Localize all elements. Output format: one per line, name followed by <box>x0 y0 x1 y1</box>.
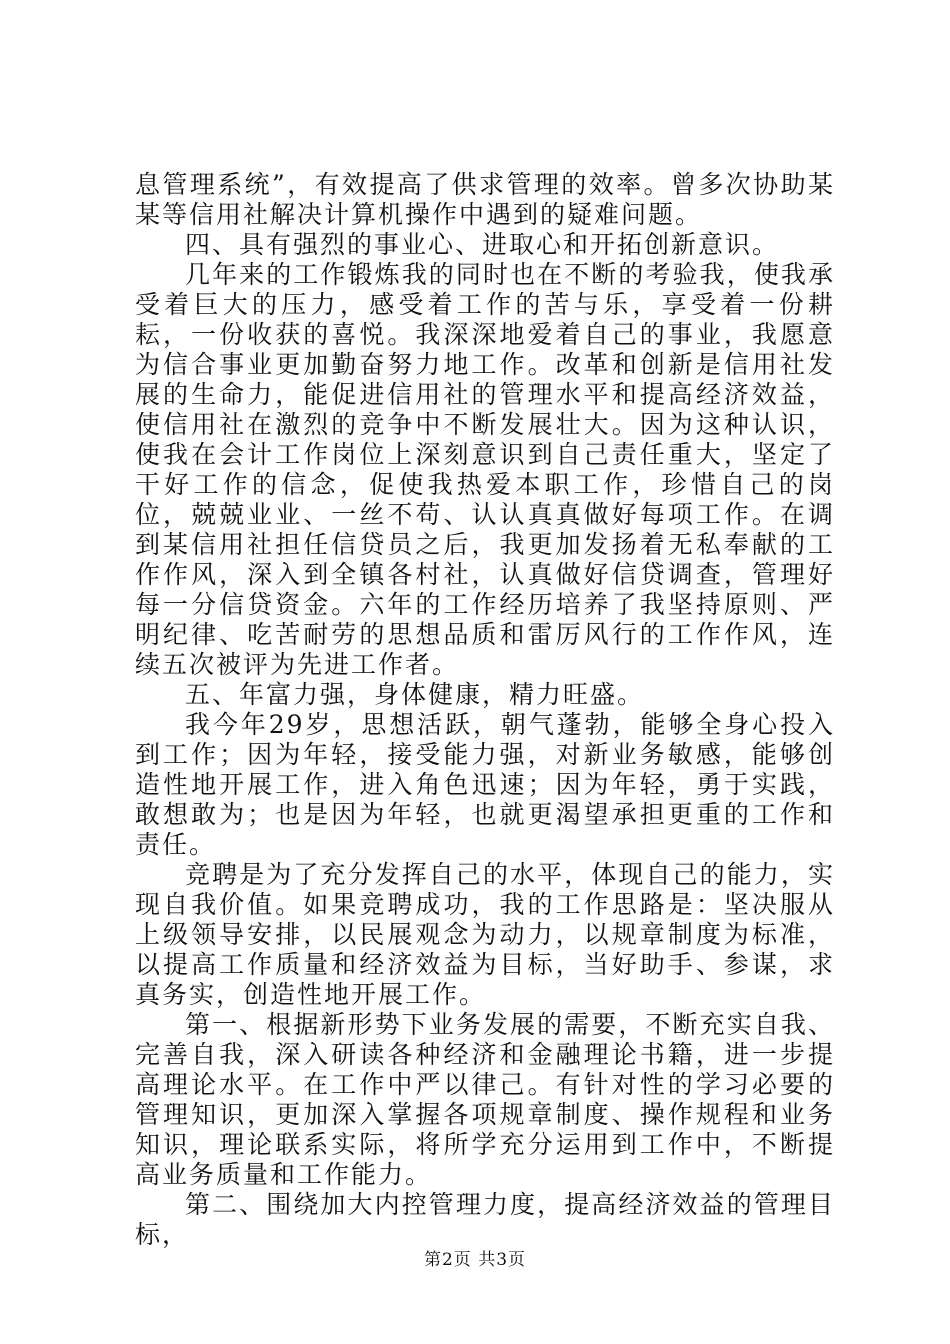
paragraph-heading-five: 五、年富力强，身体健康，精力旺盛。 <box>185 680 645 709</box>
paragraph-first-point: 第一、根据新形势下业务发展的需要，不断充实自我、完善自我，深入研读各种经济和金融理论书籍，进一步提高理论水平。在工作中严以律己。有针对性的学习必要的管理知识，更加深入掌握各项规章制度、操作规程和业务知识，理论联系实际，将所学充分运用到工作中，不断提高业务质量和工作能力。 <box>135 1010 835 1189</box>
paragraph-age: 我今年29岁，思想活跃，朝气蓬勃，能够全身心投入到工作；因为年轻，接受能力强，对新业务敏感，能够创造性地开展工作，进入角色迅速；因为年轻，勇于实践，敢想敢为；也是因为年轻，也就更渴望承担更重的工作和责任。 <box>135 710 835 859</box>
document-body <box>135 170 835 1250</box>
paragraph-competition: 竞聘是为了充分发挥自己的水平，体现自己的能力，实现自我价值。如果竞聘成功，我的工作思路是：坚决服从上级领导安排，以民展观念为动力，以规章制度为标准，以提高工作质量和经济效益为目标，当好助手、参谋，求真务实，创造性地开展工作。 <box>135 860 835 1009</box>
paragraph-continuation: 息管理系统”，有效提高了供求管理的效率。曾多次协助某某等信用社解决计算机操作中遇到的疑难问题。 <box>135 170 835 229</box>
paragraph-second-point: 第二、围绕加大内控管理力度，提高经济效益的管理目标， <box>135 1190 835 1249</box>
page-number-footer: 第2页 共3页 <box>423 1250 527 1270</box>
paragraph-heading-four: 四、具有强烈的事业心、进取心和开拓创新意识。 <box>185 230 780 259</box>
paragraph-experience: 几年来的工作锻炼我的同时也在不断的考验我，使我承受着巨大的压力，感受着工作的苦与乐，享受着一份耕耘，一份收获的喜悦。我深深地爱着自己的事业，我愿意为信合事业更加勤奋努力地工作。改革和创新是信用社发展的生命力，能促进信用社的管理水平和提高经济效益，使信用社在激烈的竞争中不断发展壮大。因为这种认识，使我在会计工作岗位上深刻意识到自己责任重大，坚定了干好工作的信念，促使我热爱本职工作，珍惜自己的岗位，兢兢业业、一丝不苟、认认真真做好每项工作。在调到某信用社担任信贷员之后，我更加发扬着无私奉献的工作作风，深入到全镇各村社，认真做好信贷调查，管理好每一分信贷资金。六年的工作经历培养了我坚持原则、严明纪律、吃苦耐劳的思想品质和雷厉风行的工作作风，连续五次被评为先进工作者。 <box>135 260 835 679</box>
